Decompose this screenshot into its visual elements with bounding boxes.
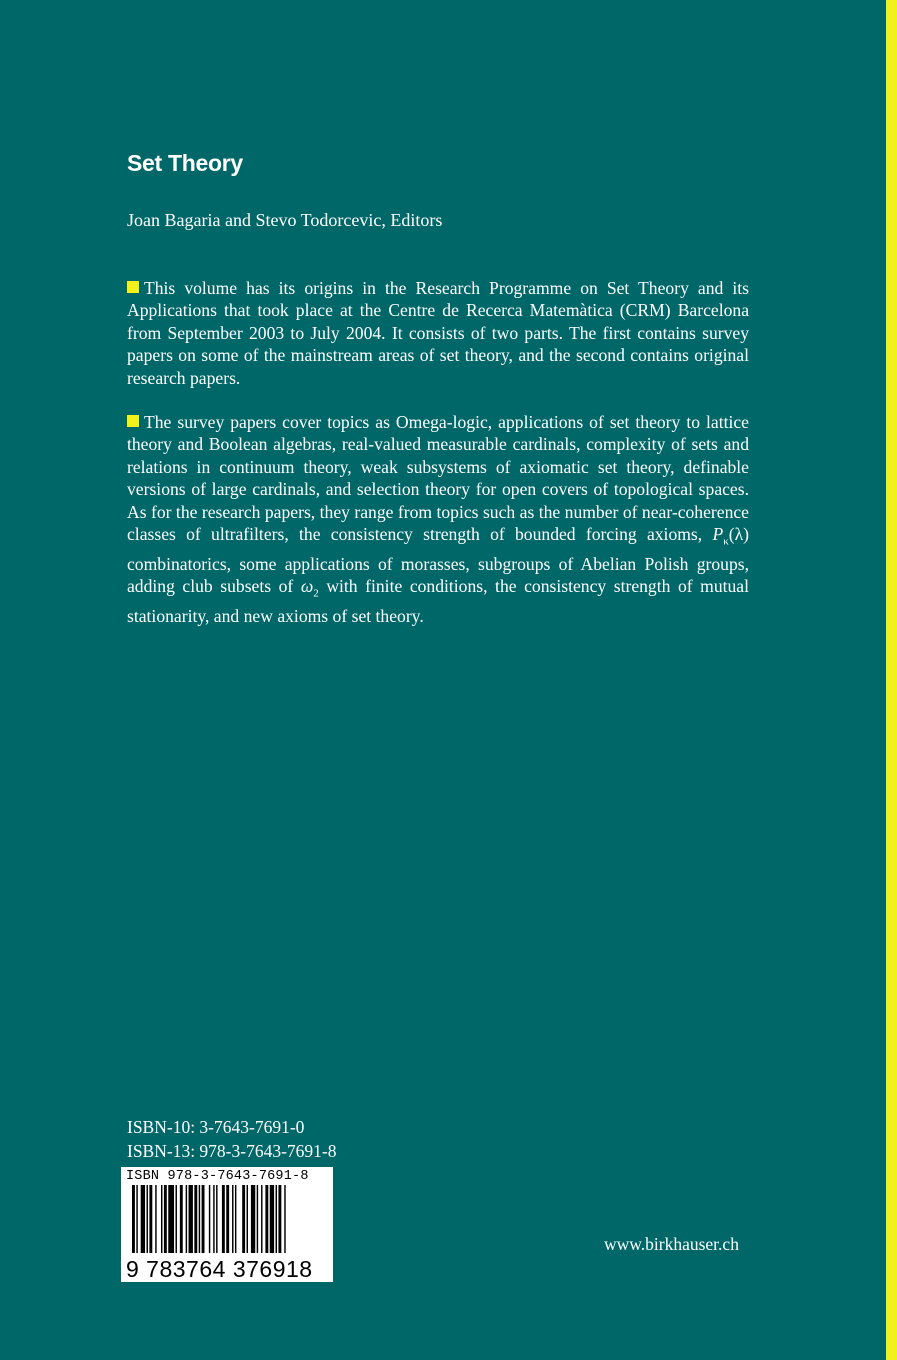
yellow-square-bullet-icon — [127, 281, 139, 293]
barcode-bar — [199, 1185, 200, 1253]
barcode-bar — [141, 1185, 145, 1253]
paragraph-2-text-c: with finite conditions, the consistency strength of mutual stationarity, and new axioms of set theory. — [127, 576, 750, 627]
barcode-bar — [261, 1185, 262, 1253]
barcode-bar — [194, 1185, 197, 1253]
barcode-bar — [242, 1185, 245, 1253]
barcode-bar — [278, 1185, 281, 1253]
math-omega: ω — [300, 576, 314, 597]
barcode-bar — [161, 1185, 162, 1253]
barcode-bar — [168, 1185, 174, 1253]
barcode-bars — [121, 1185, 333, 1257]
book-editors: Joan Bagaria and Stevo Todorcevic, Editors — [127, 210, 443, 230]
barcode-bar — [149, 1185, 152, 1253]
barcode-bar — [189, 1185, 193, 1253]
barcode-bar — [251, 1185, 255, 1253]
barcode-bar — [270, 1185, 274, 1253]
barcode-bar — [216, 1185, 217, 1253]
barcode-bar — [232, 1185, 233, 1253]
paragraph-2-text-b: combinatorics, some applications of morasses, subgroups of Abelian Polish groups, adding club subsets of — [127, 553, 749, 597]
yellow-square-bullet-icon — [127, 415, 139, 427]
barcode-bar — [257, 1185, 258, 1253]
barcode-bar — [147, 1185, 148, 1253]
barcode — [121, 1167, 333, 1282]
barcode-bar — [136, 1185, 137, 1253]
math-P-subscript: κ — [723, 535, 729, 548]
publisher-website: www.birkhauser.ch — [604, 1234, 739, 1254]
barcode-bar — [176, 1185, 177, 1253]
barcode-bar — [213, 1185, 214, 1253]
barcode-bar — [202, 1185, 205, 1253]
math-omega-subscript: 2 — [313, 587, 319, 600]
barcode-bar — [284, 1185, 285, 1253]
math-P: P — [712, 524, 724, 545]
paragraph-2-text-a: The survey papers cover topics as Omega-logic, applications of set theory to lattice theory and Boolean algebras, real-valued measurable cardinals, complexity of sets and relations in continuum theory, weak subsystems of axiomatic set theory, definable versions of large cardinals, and selection theory for open covers of topological spaces. As for the research papers, they range from topics such as the number of near-coherence classes of ultrafilters, the consistency strength of bounded forcing axioms, — [127, 412, 749, 545]
barcode-bar — [235, 1185, 236, 1253]
paragraph-1-text: This volume has its origins in the Research Programme on Set Theory and its Applications that took place at the Centre de Recerca Matemàtica (CRM) Barcelona from September 2003 to July 2004. It consists of two parts. The first contains survey papers on some of the mainstream areas of set theory, and the second contains original research papers. — [127, 278, 749, 388]
barcode-bar — [265, 1185, 268, 1253]
barcode-bar — [222, 1185, 225, 1253]
description-paragraph-2 — [127, 411, 749, 628]
isbn-13: ISBN-13: 978-3-7643-7691-8 — [127, 1141, 337, 1161]
description-paragraph-1 — [127, 277, 749, 389]
barcode-bar — [180, 1185, 183, 1253]
barcode-bar — [276, 1185, 277, 1253]
isbn-10: ISBN-10: 3-7643-7691-0 — [127, 1117, 305, 1137]
book-title: Set Theory — [127, 150, 243, 176]
barcode-bar — [226, 1185, 229, 1253]
barcode-bar — [209, 1185, 210, 1253]
barcode-isbn-label: ISBN 978-3-7643-7691-8 — [126, 1169, 309, 1184]
math-P-argument: (λ) — [728, 524, 749, 545]
barcode-bar — [164, 1185, 167, 1253]
barcode-bar — [186, 1185, 187, 1253]
barcode-bar — [247, 1185, 248, 1253]
barcode-digits: 9 783764 376918 — [126, 1256, 313, 1282]
barcode-bar — [155, 1185, 156, 1253]
yellow-spine-strip — [886, 0, 897, 1360]
barcode-bar — [132, 1185, 135, 1253]
